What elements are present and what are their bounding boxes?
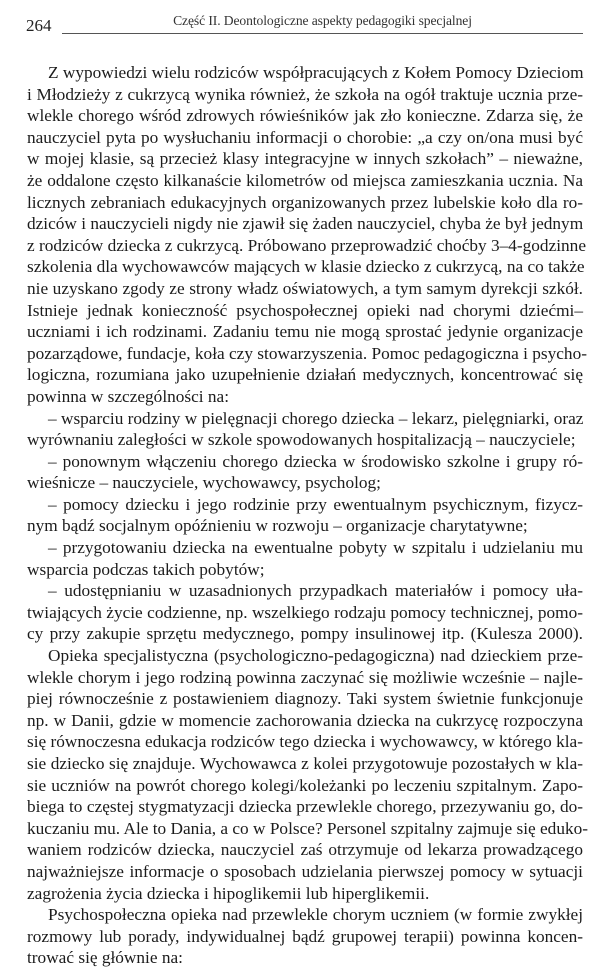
text-line: sie dziecko się znajduje. Wychowawca z kolei przygotowuje pozostałych w kla- [27,754,583,773]
text-line: i Młodzieży z cukrzycą wynika również, że szkoła na ogół traktuje ucznia prze- [27,84,583,104]
text-line: rozmowy lub porady, indywidualnej bądź grupowej terapii) powinna koncen- [27,926,583,946]
text-line: z rodziców dziecka z cukrzycą. Próbowano przeprowadzić choćby 3–4-godzinne [27,235,586,255]
text-line: – udostępnianiu w uzasadnionych przypadkach materiałów i pomocy uła- [48,581,583,601]
text-line: nym bądź socjalnym opóźnieniu w rozwoju – organizacje charytatywne; [27,516,528,536]
text-line: nauczyciel pyta po wysłuchaniu informacji o chorobie: „a czy on/ona musi być [27,127,583,147]
text-line: wieśnicze – nauczyciele, wychowawcy, psycholog; [27,473,381,493]
text-line: – przygotowaniu dziecka na ewentualne pobyty w szpitalu i udzielaniu mu [48,538,583,558]
text-line: wlekle chorego wśród zdrowych rówieśników jak zło konieczne. Zdarza się, że [27,106,583,126]
running-head: Część II. Deontologiczne aspekty pedagogiki specjalnej [173,13,472,28]
text-line: – wsparciu rodziny w pielęgnacji chorego dziecka – lekarz, pielęgniarki, oraz [48,408,584,428]
text-line: kuczaniu mu. Ale to Dania, a co w Polsce? Personel szpitalny zajmuje się eduko- [27,818,588,838]
text-line: uczniami i ich rodzinami. Zadaniu temu nie mogą sprostać jedynie organizacje [27,322,583,342]
text-line: najważniejsze informacje o sposobach udzielania pierwszej pomocy w sytuacji [27,861,583,881]
text-line: Opieka specjalistyczna (psychologiczno-pedagogiczna) nad dzieckiem prze- [48,646,583,666]
text-line: Istnieje jednak konieczność psychospołecznej opieki nad chorymi dziećmi– [27,300,583,320]
body-text [27,62,588,969]
text-line: powinna w szczególności na: [27,386,230,406]
text-line: wsparcia podczas takich pobytów; [27,559,265,579]
text-line: zagrożenia życia dziecka i hipoglikemii lub hiperglikemii. [27,883,430,903]
text-line: wlekle chorym i jego rodziną powinna zaczynać się możliwie wcześnie – najle- [27,667,583,687]
text-line: że oddalone często kilkanaście kilometrów od miejsca zamieszkania ucznia. Na [27,170,583,190]
text-line: się równoczesna edukacja rodziców tego dziecka i wychowawcy, w którego kla- [27,732,583,752]
text-line: wyrównaniu zaległości w szkole spowodowanych hospitalizacją – nauczyciele; [27,430,576,450]
header-rule [62,33,583,34]
text-line: biega to częstej stygmatyzacji dziecka przewlekle chorego, przezywaniu go, do- [27,797,583,817]
text-line: licznych zebraniach edukacyjnych organizowanych przez lubelskie koło dla ro- [27,192,583,212]
text-line: nie uzyskano zgody ze strony władz oświatowych, a tym samym dyrekcji szkół. [27,278,583,298]
page-header [0,0,600,40]
text-line: szkolenia dla wychowawców mających w klasie dziecko z cukrzycą, na co także [27,257,585,277]
text-line: – pomocy dziecku i jego rodzinie przy ewentualnym psychicznym, fizycz- [48,494,583,514]
page-number: 264 [26,16,52,35]
text-line: cy przy zakupie sprzętu medycznego, pompy insulinowej itp. (Kulesza 2000). [27,624,583,644]
text-line: pozarządowe, fundacje, koła czy stowarzyszenia. Pomoc pedagogiczna i psycho- [27,343,587,363]
text-line: trować się głównie na: [27,948,183,968]
text-line: Psychospołeczna opieka nad przewlekle chorym uczniem (w formie zwykłej [48,905,583,925]
text-line: piej równocześnie z postawieniem diagnozy. Taki system świetnie funkcjonuje [27,689,583,709]
text-line: logiczna, rozumiana jako uzupełnienie działań medycznych, koncentrować się [27,365,583,385]
text-line: np. w Danii, gdzie w momencie zachorowania dziecka na cukrzycę rozpoczyna [27,710,583,730]
text-line: sie uczniów na powrót chorego kolegi/koleżanki po leczeniu szpitalnym. Zapo- [27,775,583,795]
text-line: waniem rodziców dziecka, nauczyciel zaś otrzymuje od lekarza prowadzącego [27,840,583,860]
text-line: – ponownym włączeniu chorego dziecka w środowisko szkolne i grupy ró- [48,451,583,471]
text-line: w mojej klasie, są przecież klasy integracyjne w innych szkołach” – nieważne, [27,149,583,169]
text-line: dziców i nauczycieli nigdy nie zjawił się żaden nauczyciel, chyba że był jednym [27,214,584,234]
text-line: Z wypowiedzi wielu rodziców współpracujących z Kołem Pomocy Dzieciom [48,63,584,82]
text-line: twiających życie codzienne, np. wszelkiego rodzaju pomocy technicznej, pomo- [27,602,583,622]
